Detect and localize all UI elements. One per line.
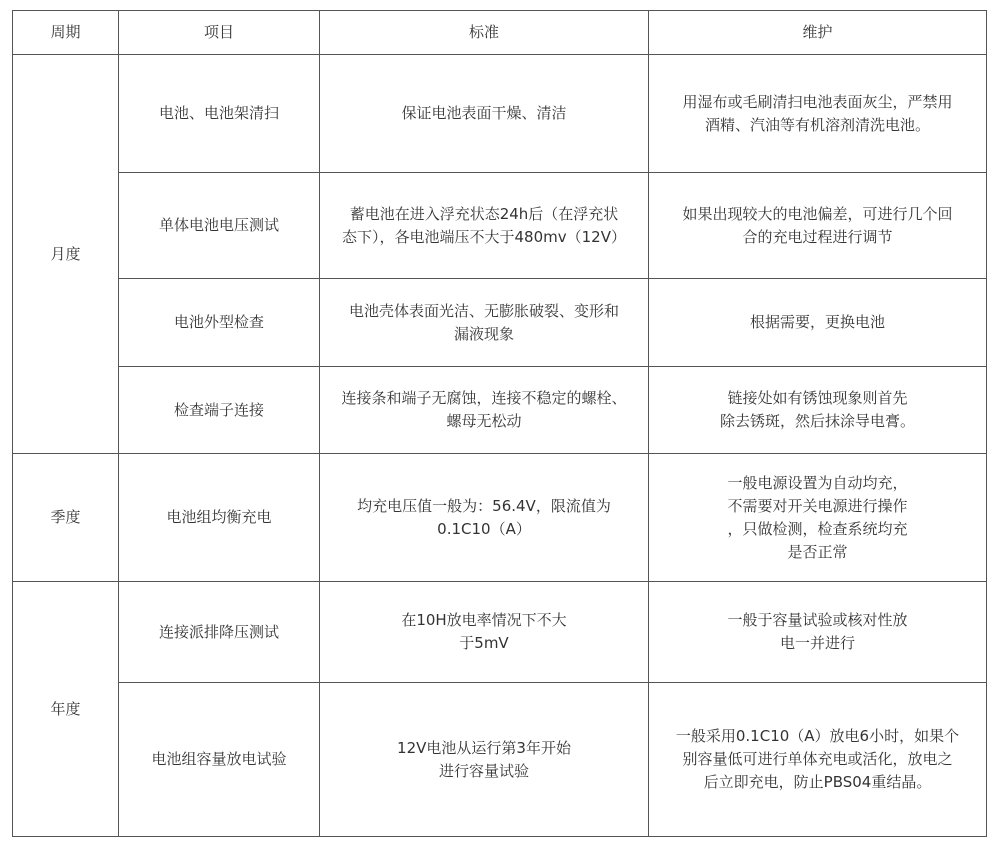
period-cell-monthly: 月度 <box>13 55 119 454</box>
table-row <box>13 55 987 173</box>
standard-cell: 保证电池表面干燥、清洁 <box>320 55 649 173</box>
table-row <box>13 279 987 367</box>
standard-cell: 蓄电池在进入浮充状态24h后（在浮充状 态下），各电池端压不大于480mv（12V） <box>320 173 649 279</box>
item-cell: 检查端子连接 <box>119 367 320 454</box>
period-cell-annual: 年度 <box>13 582 119 837</box>
maintenance-cell: 一般采用0.1C10（A）放电6小时，如果个 别容量低可进行单体充电或活化，放电之 后立即充电，防止PBS04重结晶。 <box>649 683 987 837</box>
maintenance-cell: 一般于容量试验或核对性放 电一并进行 <box>649 582 987 683</box>
item-cell: 单体电池电压测试 <box>119 173 320 279</box>
item-cell: 电池、电池架清扫 <box>119 55 320 173</box>
table-row <box>13 367 987 454</box>
table-row <box>13 173 987 279</box>
item-cell: 连接派排降压测试 <box>119 582 320 683</box>
maintenance-table <box>12 10 987 837</box>
standard-cell: 电池壳体表面光洁、无膨胀破裂、变形和 漏液现象 <box>320 279 649 367</box>
maintenance-cell: 如果出现较大的电池偏差，可进行几个回 合的充电过程进行调节 <box>649 173 987 279</box>
header-standard: 标准 <box>320 11 649 55</box>
maintenance-cell: 一般电源设置为自动均充， 不需要对开关电源进行操作 ，只做检测，检查系统均充 是否正常 <box>649 454 987 582</box>
maintenance-cell: 链接处如有锈蚀现象则首先 除去锈斑，然后抹涂导电膏。 <box>649 367 987 454</box>
header-maintenance: 维护 <box>649 11 987 55</box>
table-row <box>13 454 987 582</box>
item-cell: 电池组均衡充电 <box>119 454 320 582</box>
standard-cell: 12V电池从运行第3年开始 进行容量试验 <box>320 683 649 837</box>
standard-cell: 在10H放电率情况下不大 于5mV <box>320 582 649 683</box>
header-item: 项目 <box>119 11 320 55</box>
header-period: 周期 <box>13 11 119 55</box>
period-cell-quarterly: 季度 <box>13 454 119 582</box>
item-cell: 电池组容量放电试验 <box>119 683 320 837</box>
maintenance-cell: 根据需要，更换电池 <box>649 279 987 367</box>
header-row <box>13 11 987 55</box>
maintenance-cell: 用湿布或毛刷清扫电池表面灰尘，严禁用 酒精、汽油等有机溶剂清洗电池。 <box>649 55 987 173</box>
table-row <box>13 582 987 683</box>
standard-cell: 连接条和端子无腐蚀，连接不稳定的螺栓、 螺母无松动 <box>320 367 649 454</box>
item-cell: 电池外型检查 <box>119 279 320 367</box>
table-row <box>13 683 987 837</box>
standard-cell: 均充电压值一般为：56.4V，限流值为 0.1C10（A） <box>320 454 649 582</box>
